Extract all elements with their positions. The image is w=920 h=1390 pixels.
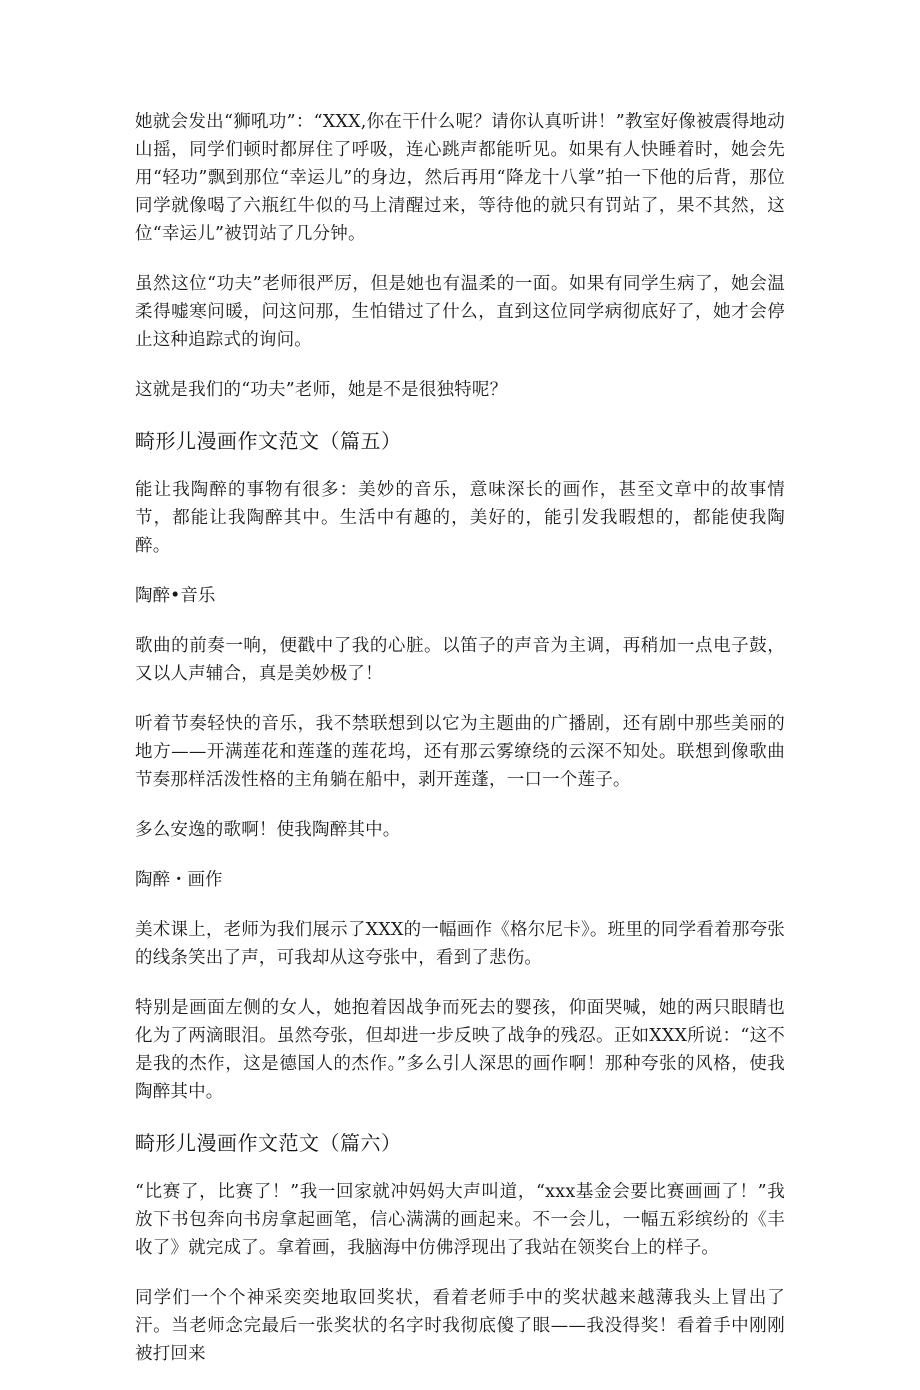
paragraph-radio-drama: 听着节奏轻快的音乐，我不禁联想到以它为主题曲的广播剧，还有剧中那些美丽的地方——开满莲花和莲蓬的莲花坞，还有那云雾缭绕的云深不知处。联想到像歌曲节奏那样活泼性格的主角躺在船中，剥开莲蓬，一口一个莲子。 — [135, 714, 785, 790]
paragraph-competition: “比赛了，比赛了！”我一回家就冲妈妈大声叫道，“xxx基金会要比赛画画了！”我放下书包奔向书房拿起画笔，信心满满的画起来。不一会儿，一幅五彩缤纷的《丰收了》就完成了。拿着画，我脑海中仿佛浮现出了我站在领奖台上的样子。 — [135, 1182, 785, 1258]
paragraph-intoxication-intro: 能让我陶醉的事物有很多：美妙的音乐，意味深长的画作，甚至文章中的故事情节，都能让我陶醉其中。生活中有趣的，美好的，能引发我暇想的，都能使我陶醉。 — [135, 480, 785, 556]
subheading-music: 陶醉•音乐 — [135, 586, 216, 606]
paragraph-guernica: 特别是画面左侧的女人，她抱着因战争而死去的婴孩，仰面哭喊，她的两只眼睛也化为了两滴眼泪。虽然夸张，但却进一步反映了战争的残忍。正如XXX所说：“这不是我的杰作，这是德国人的杰作。”多么引人深思的画作啊！那种夸张的风格，使我陶醉其中。 — [135, 998, 785, 1102]
section-heading-six: 畸形儿漫画作文范文（篇六） — [135, 1131, 402, 1155]
paragraph-lion-roar: 她就会发出“狮吼功”：“XXX,你在干什么呢？请你认真听讲！”教室好像被震得地动山摇，同学们顿时都屏住了呼吸，连心跳声都能听见。如果有人快睡着时，她会先用“轻功”飘到那位“幸运儿”的身边，然后再用“降龙十八掌”拍一下他的后背，那位同学就像喝了六瓶红牛似的马上清醒过来，等待他的就只有罚站了，果不其然，这位“幸运儿”被罚站了几分钟。 — [135, 112, 785, 244]
article-body — [135, 108, 785, 1390]
subheading-painting: 陶醉・画作 — [135, 870, 223, 890]
paragraph-song-prelude: 歌曲的前奏一响，便戳中了我的心脏。以笛子的声音为主调，再稍加一点电子鼓，又以人声辅合，真是美妙极了！ — [135, 636, 785, 684]
paragraph-awards: 同学们一个个神采奕奕地取回奖状，看着老师手中的奖状越来越薄我头上冒出了汗。当老师念完最后一张奖状的名字时我彻底傻了眼——我没得奖！看着手中刚刚被打回来 — [135, 1288, 785, 1364]
paragraph-gentle-side: 虽然这位“功夫”老师很严厉，但是她也有温柔的一面。如果有同学生病了，她会温柔得嘘寒问暖，问这问那，生怕错过了什么，直到这位同学病彻底好了，她才会停止这种追踪式的询问。 — [135, 274, 785, 350]
section-heading-five: 畸形儿漫画作文范文（篇五） — [135, 429, 402, 453]
paragraph-leisurely-song: 多么安逸的歌啊！使我陶醉其中。 — [135, 820, 401, 840]
paragraph-art-class: 美术课上，老师为我们展示了XXX的一幅画作《格尔尼卡》。班里的同学看着那夸张的线条笑出了声，可我却从这夸张中，看到了悲伤。 — [135, 920, 785, 968]
paragraph-unique-teacher: 这就是我们的“功夫”老师，她是不是很独特呢？ — [135, 380, 508, 400]
